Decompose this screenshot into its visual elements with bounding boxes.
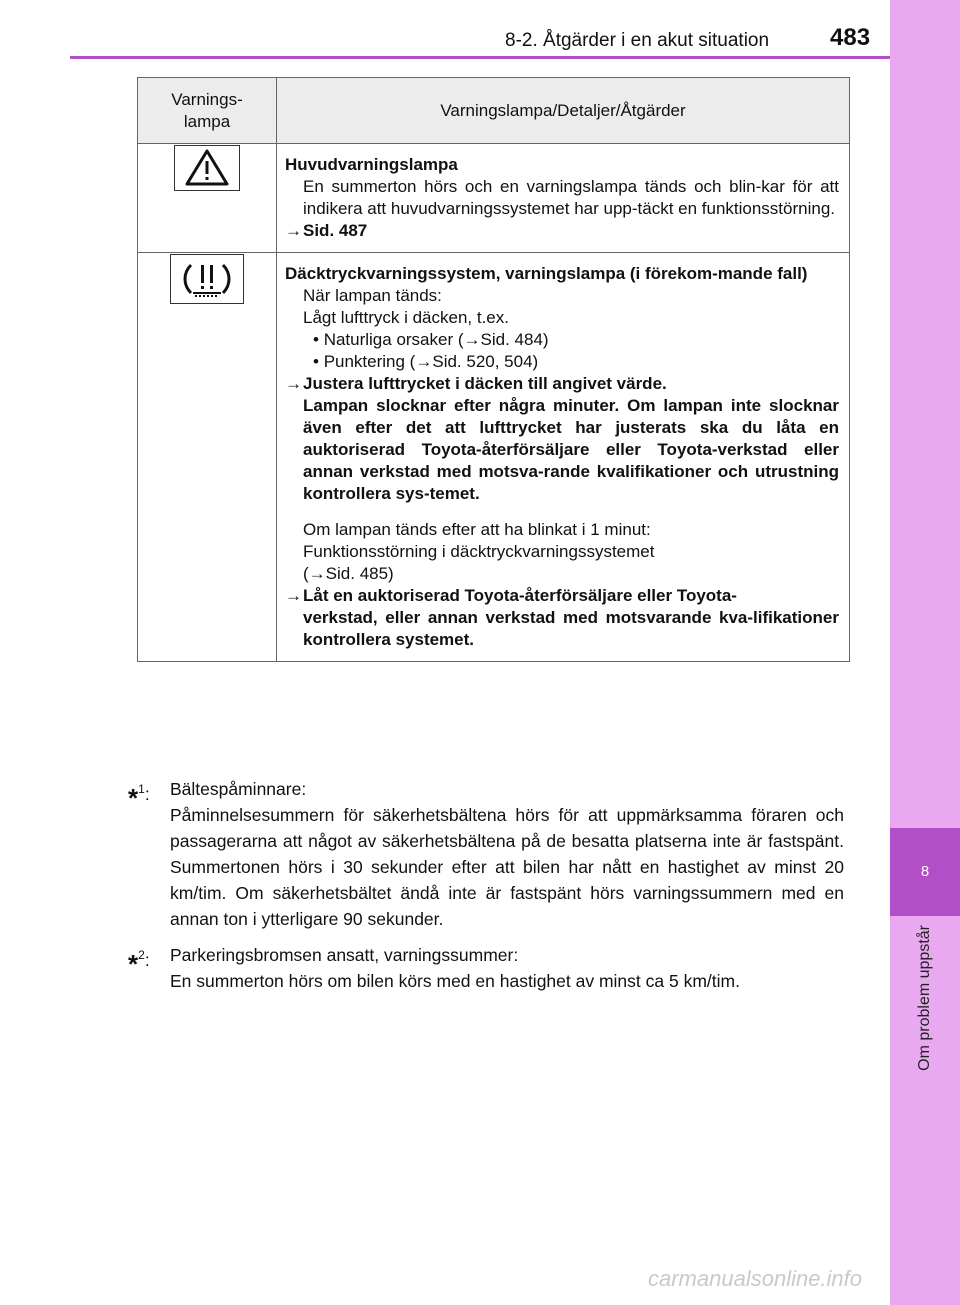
action-rest: verkstad, eller annan verkstad med motsvarande kva-lifikationer kontrollera systemet. [303, 608, 839, 649]
footnote-marker: *$^2$: [128, 948, 150, 979]
page-reference-link[interactable]: Sid. 487 [303, 221, 368, 240]
lamp-title: Huvudvarningslampa [285, 155, 458, 174]
lamp-cell [138, 144, 277, 253]
action-rest: Lampan slocknar efter några minuter. Om lampan inte slocknar även efter det att lufttrycket har justerats ska du låta en auktoriserad Toyota-återförsäljare eller Toyota-verkstad eller annan verkstad med motsva-rande kvalifikationer och utrustning kontrollera sys-temet. [303, 396, 839, 503]
bullet: • [313, 330, 319, 349]
reference-line [285, 220, 839, 242]
arrow-icon: → [285, 374, 302, 393]
warning-lamp-table [137, 77, 850, 662]
blink-reference [285, 563, 839, 585]
arrow-icon: → [285, 221, 302, 240]
table-header-row [138, 78, 850, 144]
arrow-icon: → [308, 564, 326, 583]
lamp-cell [138, 253, 277, 662]
chapter-label-text: Om problem uppstår [916, 925, 933, 1071]
details-cell [277, 253, 850, 662]
lamp-title: Däcktryckvarningssystem, varningslampa (i förekom-mande fall) [285, 264, 808, 283]
arrow-icon: → [415, 352, 433, 371]
details-cell [277, 144, 850, 253]
footnote-title: Bältespåminnare: [170, 779, 307, 799]
blink-condition: Om lampan tänds efter att ha blinkat i 1 minut: [303, 520, 651, 539]
list-item [285, 351, 839, 373]
master-warning-icon [174, 145, 240, 191]
list-item [285, 329, 839, 351]
chapter-label [890, 925, 960, 1125]
table-row [138, 144, 850, 253]
section-title: 8-2. Åtgärder i en akut situation [505, 30, 770, 51]
lamp-description: En summerton hörs och en varningslampa tänds och blin-kar för att indikera att huvudvarningssystemet har upp-täckt en funktionsstörning. [303, 177, 839, 218]
action-first-line: Justera lufttrycket i däcken till angivet värde. [303, 374, 667, 393]
col-header-details: Varningslampa/Detaljer/Åtgärder [277, 78, 850, 144]
blink-fault: Funktionsstörning i däcktryckvarningssystemet [303, 542, 655, 561]
arrow-icon: → [463, 330, 481, 349]
chapter-number-tab[interactable]: 8 [890, 828, 960, 916]
footnote-text: Påminnelsesummern för säkerhetsbältena hörs för att uppmärksamma föraren och passagerarna att något av säkerhetsbältena på de besatta platserna inte är fastspänt. Summertonen hörs i 30 sekunder efter att bilen har nått en hastighet av minst 20 km/tim. Om säkerhetsbältet ändå inte är fastspänt hörs varningssummern med en annan ton i ytterligare 90 sekunder. [170, 805, 844, 929]
page-reference-link[interactable]: Sid. 484) [480, 330, 549, 349]
footnote-marker: *$^1$: [128, 782, 150, 813]
page-reference-link[interactable]: Sid. 520, 504) [432, 352, 539, 371]
footnote [128, 942, 844, 994]
watermark: carmanualsonline.info [648, 1266, 863, 1291]
footnote [128, 776, 844, 932]
header-rule [70, 56, 890, 59]
low-pressure-text: Lågt lufttryck i däcken, t.ex. [303, 308, 509, 327]
bullet-text: Punktering ( [323, 352, 416, 371]
bullet-text: Naturliga orsaker ( [323, 330, 464, 349]
footnote-text: En summerton hörs om bilen körs med en hastighet av minst ca 5 km/tim. [170, 971, 740, 991]
tire-pressure-icon [170, 254, 244, 304]
bullet: • [313, 352, 319, 371]
action-instruction [285, 373, 839, 505]
table-row [138, 253, 850, 662]
action-first-line: Låt en auktoriserad Toyota-återförsäljare eller Toyota- [303, 586, 737, 605]
page-reference-link[interactable]: Sid. 485) [325, 564, 394, 583]
page-number: 483 [830, 24, 871, 51]
footnote-title: Parkeringsbromsen ansatt, varningssummer: [170, 945, 519, 965]
when-on-label: När lampan tänds: [303, 286, 442, 305]
arrow-icon: → [285, 586, 302, 605]
col-header-lamp: Varnings- lampa [138, 78, 277, 144]
footnotes [128, 776, 844, 1004]
paren: ( [303, 564, 309, 583]
action-instruction [285, 585, 839, 651]
